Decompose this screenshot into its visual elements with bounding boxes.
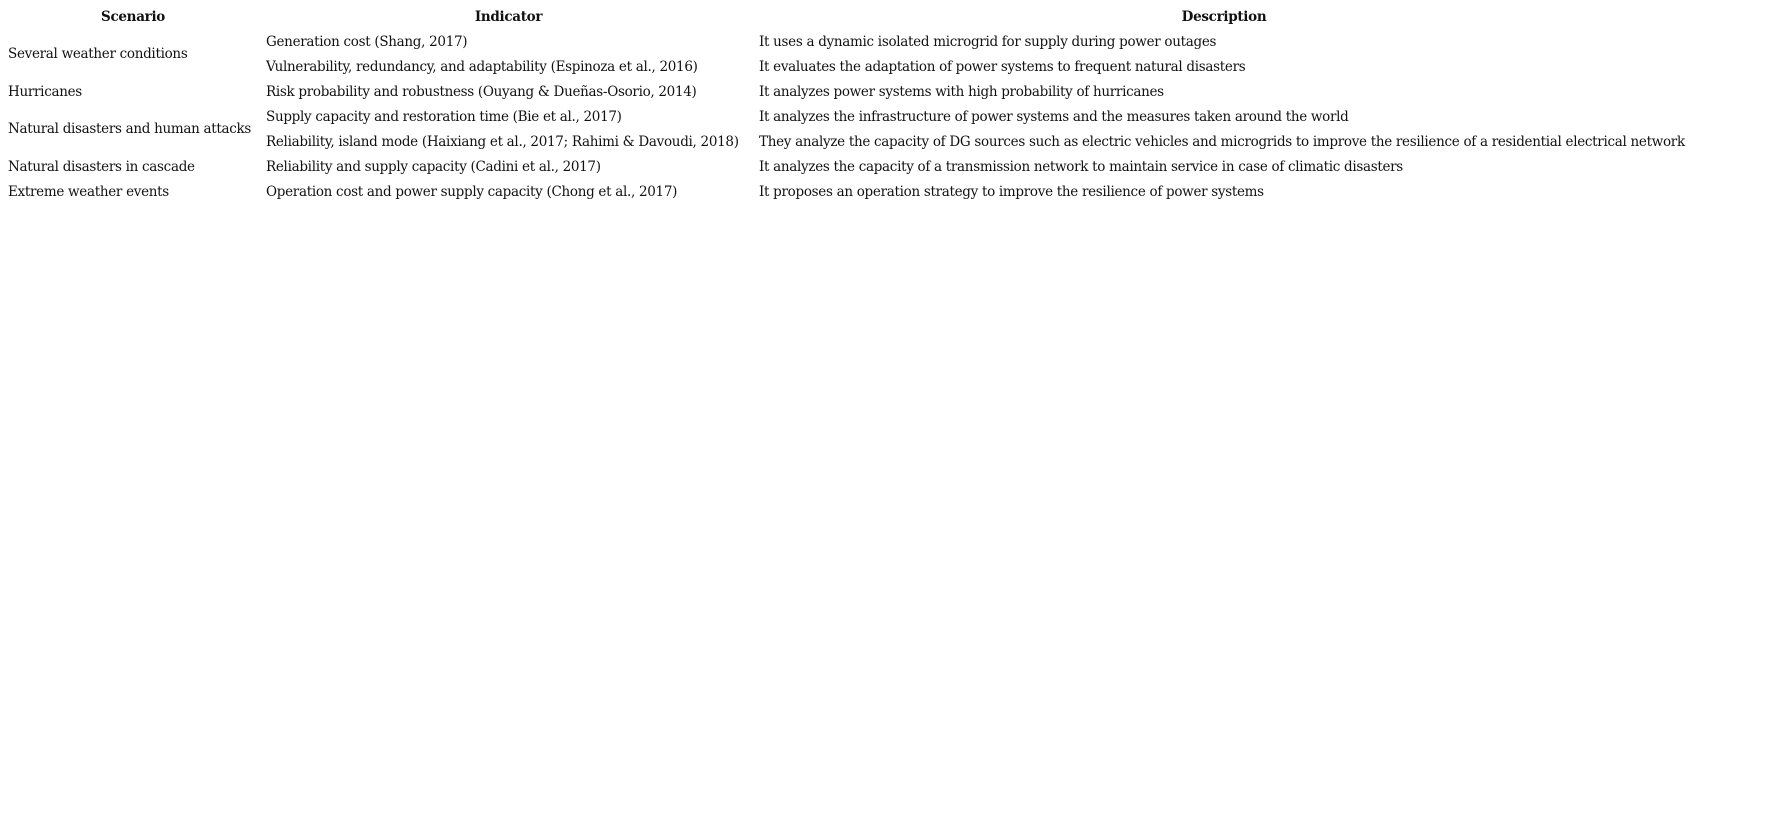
indicator-cell: Vulnerability, redundancy, and adaptability (Espinoza et al., 2016) (266, 58, 698, 75)
indicator-cell: Generation cost (Shang, 2017) (266, 33, 468, 50)
indicator-cell: Reliability and supply capacity (Cadini et al., 2017) (266, 158, 601, 175)
description-cell: They analyze the capacity of DG sources such as electric vehicles and microgrids to improve the resilience of a residential electrical network (759, 133, 1685, 150)
description-cell: It evaluates the adaptation of power systems to frequent natural disasters (759, 58, 1246, 75)
scenario-cell: Extreme weather events (8, 183, 169, 200)
scenario-cell: Natural disasters and human attacks (8, 121, 252, 137)
table-row (4, 79, 1693, 104)
table-row (4, 154, 1693, 179)
header-indicator: Indicator (474, 8, 543, 25)
header-scenario: Scenario (101, 8, 165, 25)
scenario-table (4, 4, 1693, 204)
header-description: Description (1181, 8, 1267, 25)
scenario-cell: Hurricanes (8, 83, 82, 100)
scenario-cell: Several weather conditions (8, 46, 188, 62)
table-row (4, 104, 1693, 129)
description-cell: It analyzes the infrastructure of power systems and the measures taken around the world (759, 108, 1349, 125)
description-cell: It uses a dynamic isolated microgrid for supply during power outages (759, 33, 1217, 50)
description-cell: It analyzes the capacity of a transmission network to maintain service in case of climatic disasters (759, 158, 1403, 175)
description-cell: It proposes an operation strategy to improve the resilience of power systems (759, 183, 1264, 200)
indicator-cell: Supply capacity and restoration time (Bie et al., 2017) (266, 108, 622, 125)
indicator-cell: Reliability, island mode (Haixiang et al., 2017; Rahimi & Davoudi, 2018) (266, 133, 739, 150)
table-row (4, 179, 1693, 204)
table-row (4, 29, 1693, 54)
description-cell: It analyzes power systems with high probability of hurricanes (759, 83, 1164, 100)
header-row (4, 4, 1693, 29)
indicator-cell: Risk probability and robustness (Ouyang & Dueñas-Osorio, 2014) (266, 83, 697, 100)
scenario-cell: Natural disasters in cascade (8, 158, 195, 175)
indicator-cell: Operation cost and power supply capacity (Chong et al., 2017) (266, 183, 678, 200)
